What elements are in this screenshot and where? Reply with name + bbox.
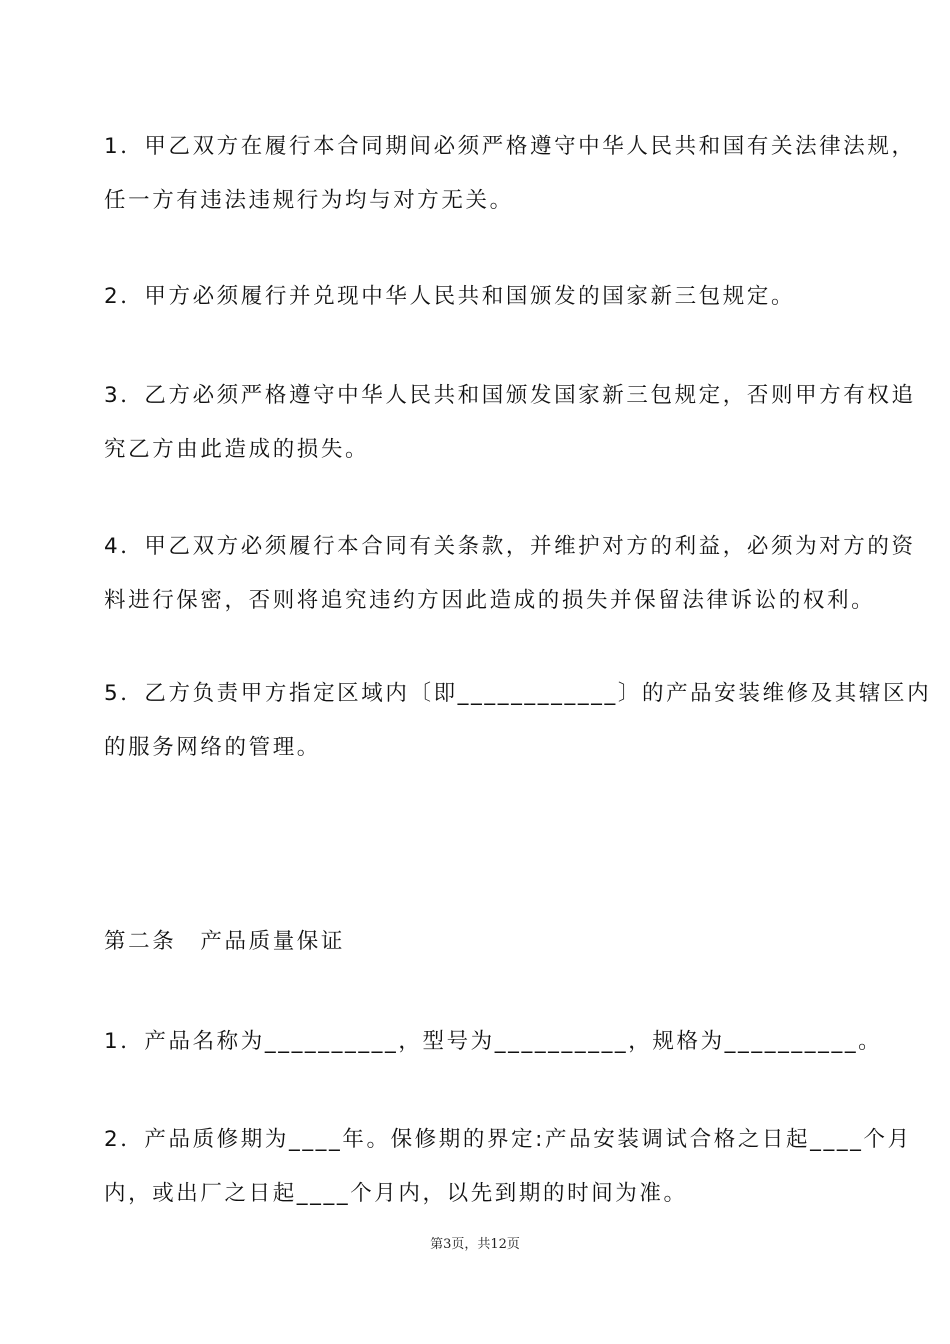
clause-1-line-2: 任一方有违法违规行为均与对方无关。 (104, 188, 514, 213)
clause-3-line-2: 究乙方由此造成的损失。 (104, 437, 370, 462)
clause-1-line-1: 1．甲乙双方在履行本合同期间必须严格遵守中华人民共和国有关法律法规， (104, 134, 916, 159)
clause-4-line-2: 料进行保密，否则将追究违约方因此造成的损失并保留法律诉讼的权利。 (104, 588, 876, 613)
quality-clause-2-line-2: 内，或出厂之日起____个月内，以先到期的时间为准。 (104, 1181, 688, 1206)
clause-3-line-1: 3．乙方必须严格遵守中华人民共和国颁发国家新三包规定，否则甲方有权追 (104, 383, 916, 408)
clause-5-line-1: 5．乙方负责甲方指定区域内〔即____________〕的产品安装维修及其辖区内 (104, 681, 932, 706)
quality-clause-2 (104, 1113, 912, 1221)
quality-clause-1-line-1: 1．产品名称为__________，型号为__________，规格为__________。 (104, 1029, 883, 1054)
section-heading: 第二条 产品质量保证 (104, 929, 346, 954)
quality-clause-2-line-1: 2．产品质修期为____年。保修期的界定:产品安装调试合格之日起____个月 (104, 1127, 912, 1152)
clause-1 (104, 120, 916, 228)
page-footer: 第3页，共12页 (430, 1237, 520, 1252)
clause-4-line-1: 4．甲乙双方必须履行本合同有关条款，并维护对方的利益，必须为对方的资 (104, 534, 916, 559)
clause-2-line-1: 2．甲方必须履行并兑现中华人民共和国颁发的国家新三包规定。 (104, 284, 796, 309)
clause-3 (104, 369, 916, 477)
quality-clause-1 (104, 1015, 883, 1069)
clause-5 (104, 667, 932, 775)
clause-2 (104, 270, 849, 324)
clause-5-line-2: 的服务网络的管理。 (104, 735, 321, 760)
clause-4 (104, 520, 916, 628)
